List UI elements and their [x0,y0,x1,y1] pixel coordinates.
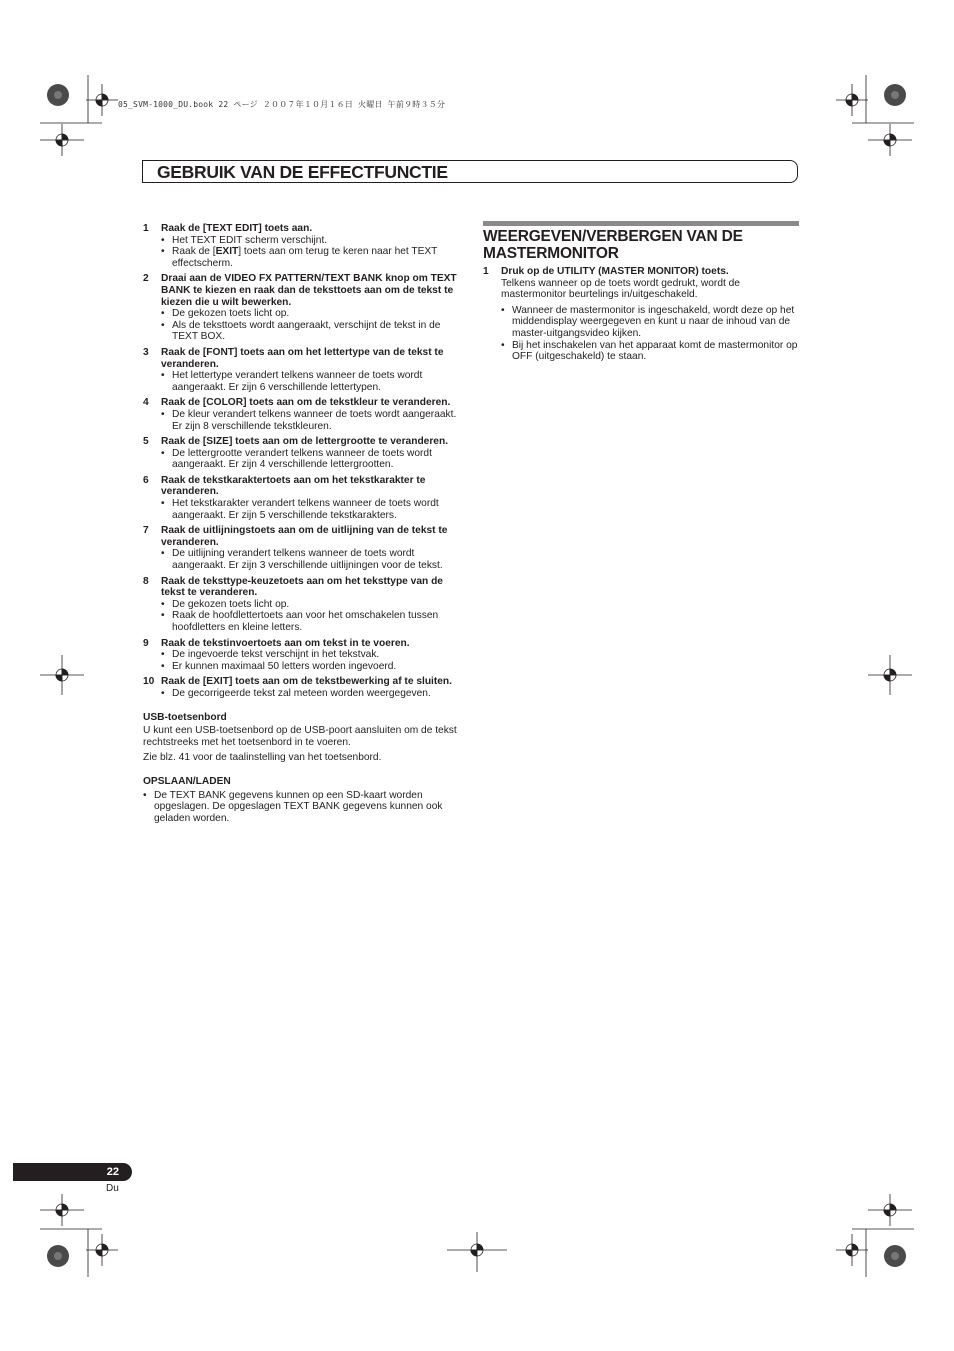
step-bullet: • Het tekstkarakter verandert telkens wanneer de toets wordt aangeraakt. Er zijn 5 verschillende tekstkarakters. [161,498,439,521]
right-step: 1 Druk op de UTILITY (MASTER MONITOR) toets. [483,266,729,277]
step-bullet: • De uitlijning verandert telkens wanneer de toets wordt aangeraakt. Er zijn 3 verschillende uitlijningen voor de tekst. [161,548,443,572]
step-text: Raak de [SIZE] toets aan om de lettergrootte te veranderen. [161,436,449,448]
usb-reference: Zie blz. 41 voor de taalinstelling van het toetsenbord. [143,752,382,764]
step-bullet: • Er kunnen maximaal 50 letters worden ingevoerd. [161,660,397,672]
step-item [143,273,463,308]
step-text: Raak de uitlijningstoets aan om de uitlijning van de tekst te veranderen. [161,525,448,548]
step-bullet: • De lettergrootte verandert telkens wanneer de toets wordt aangeraakt. Er zijn 4 verschillende lettergrootten. [161,447,432,471]
right-bullet: • Bij het inschakelen van het apparaat komt de mastermonitor op OFF (uitgeschakeld) te staan. [501,339,798,363]
step-bullet: • De kleur verandert telkens wanneer de toets wordt aangeraakt. Er zijn 8 verschillende tekstkleuren. [161,408,457,432]
step-number: 1 [143,223,149,234]
usb-paragraph: U kunt een USB-toetsenbord op de USB-poort aansluiten om de tekst rechtstreeks met het toetsenbord in te voeren. [143,725,457,748]
step-item [143,525,463,548]
step-number: 4 [143,397,149,409]
step-item [143,347,463,370]
section-title: WEERGEVEN/VERBERGEN VAN DE MASTERMONITOR [483,228,743,262]
step-text: Raak de [FONT] toets aan om het lettertype van de tekst te veranderen. [161,346,444,370]
step-item [143,436,463,448]
step-bullet: • Als de teksttoets wordt aangeraakt, verschijnt de tekst in de TEXT BOX. [161,319,441,343]
step-number: 5 [143,436,149,448]
save-heading: OPSLAAN/LADEN [143,775,231,787]
step-number: 7 [143,525,149,537]
page-number: 22 [106,1166,119,1178]
left-column [143,219,463,824]
step-bullet: • De ingevoerde tekst verschijnt in het tekstvak. [161,649,380,661]
step-number: 3 [143,346,149,358]
step-item [143,638,463,650]
step-item [143,397,463,409]
usb-heading: USB-toetsenbord [143,711,227,723]
step-bullet: • De gekozen toets licht op. [161,598,290,610]
step-text: Raak de tekstkaraktertoets aan om het tekstkarakter te veranderen. [161,474,426,498]
step-text: Raak de tekstinvoertoets aan om tekst in te voeren. [161,637,410,649]
step-number: 6 [143,474,149,486]
language-code: Du [106,1183,119,1194]
step-bullet: • De gekozen toets licht op. [161,308,290,320]
save-bullet: • De TEXT BANK gegevens kunnen op een SD-kaart worden opgeslagen. De opgeslagen TEXT BANK gegevens kunnen ook geladen worden. [143,789,443,824]
step-bullet: • De gecorrigeerde tekst zal meteen worden weergegeven. [161,687,431,699]
step-bullet: • Raak de hoofdlettertoets aan voor het omschakelen tussen hoofdletters en kleine letters. [161,610,439,633]
step-text: Raak de teksttype-keuzetoets aan om het teksttype van de tekst te veranderen. [161,575,443,599]
step-text: Raak de [EXIT] toets aan om de tekstbewerking af te sluiten. [161,676,452,688]
step-item [143,576,463,599]
step-item [143,223,463,235]
chapter-title-bar [142,160,798,183]
step-number: 10 [143,676,155,688]
right-bullet: • Wanneer de mastermonitor is ingeschakeld, wordt deze op het middendisplay weergegeven en kunt u naar de inhoud van de master-uitgangsvideo kijken. [501,304,795,339]
step-number: 8 [143,575,149,587]
step-number: 9 [143,637,149,649]
step-bullet: • Het lettertype verandert telkens wanneer de toets wordt aangeraakt. Er zijn 6 verschillende lettertypen. [161,370,423,393]
step-text: Draai aan de VIDEO FX PATTERN/TEXT BANK knop om TEXT BANK te kiezen en raak dan de teksttoets aan om de tekst te kiezen die u wilt bewerken. [161,273,457,308]
step-text: Raak de [TEXT EDIT] toets aan. [161,223,313,234]
step-list [143,223,463,700]
step-text: Raak de [COLOR] toets aan om de tekstkleur te veranderen. [161,397,451,409]
step-bullet: • Het TEXT EDIT scherm verschijnt. [161,234,328,246]
step-number: 2 [143,273,149,285]
chapter-title: GEBRUIK VAN DE EFFECTFUNCTIE [157,162,448,182]
right-column [483,221,799,363]
print-header: 05_SVM-1000_DU.book 22 ページ ２００７年１０月１６日 火曜日 午前９時３５分 [118,100,446,109]
step-item [143,676,463,688]
right-step-paragraph: Telkens wanneer op de toets wordt gedrukt, wordt de mastermonitor beurtelings in/uitgeschakeld. [501,277,740,301]
section-rule [483,221,799,226]
step-bullet: • Raak de [EXIT] toets aan om terug te keren naar het TEXT effectscherm. [161,246,438,269]
step-item [143,475,463,498]
